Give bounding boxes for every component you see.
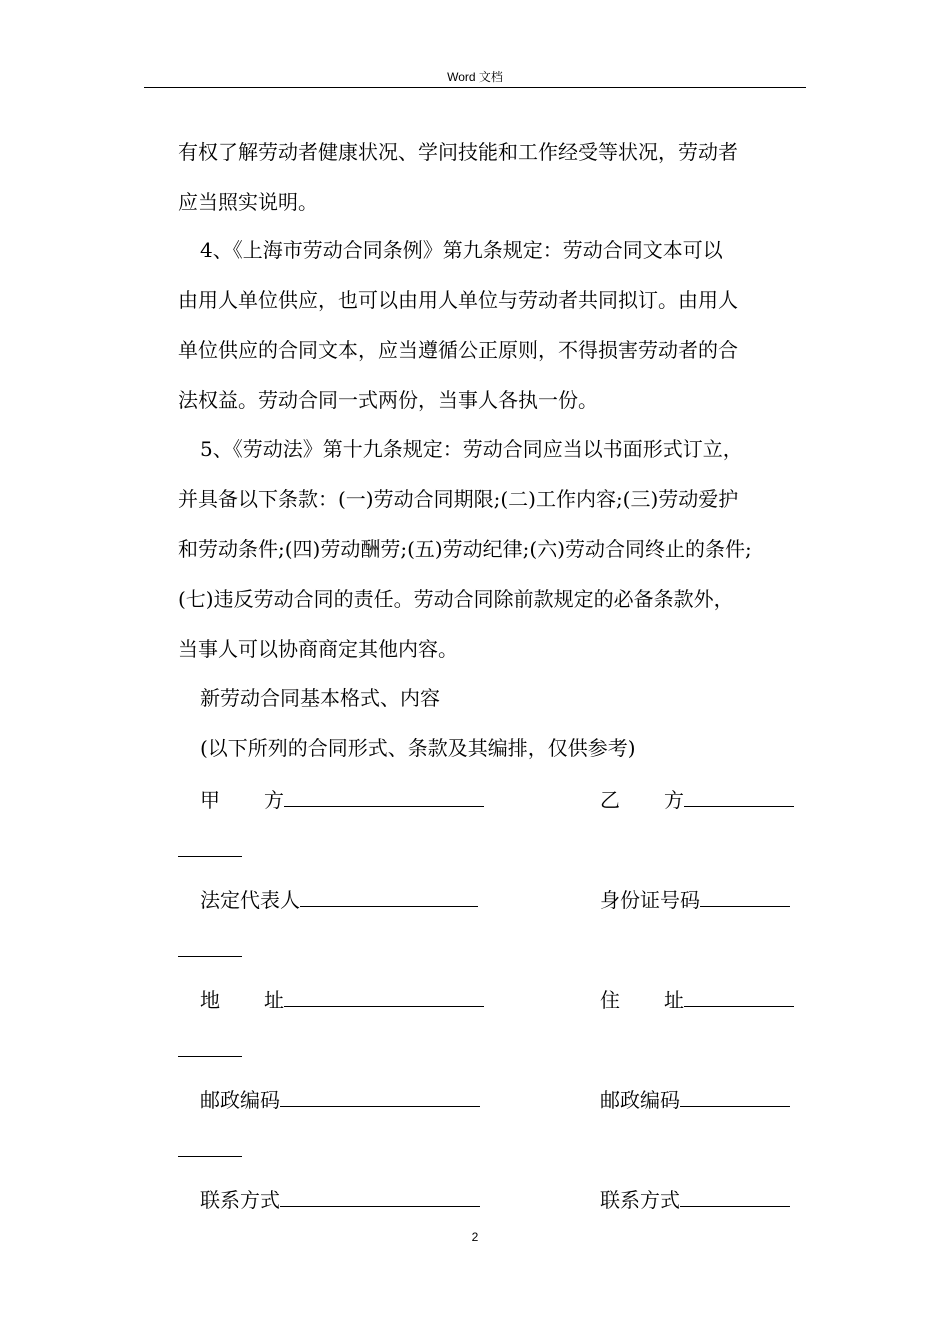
postcode-right-blank-continuation[interactable]	[178, 1156, 242, 1157]
body-line: 由用人单位供应，也可以由用人单位与劳动者共同拟订。由用人	[178, 288, 738, 312]
address-left-field[interactable]	[200, 986, 484, 1012]
body-line: 单位供应的合同文本，应当遵循公正原则，不得损害劳动者的合	[178, 338, 738, 362]
postcode-right-blank[interactable]	[680, 1086, 790, 1107]
address-left-char1: 地	[200, 988, 220, 1012]
party-a-label-char1: 甲	[200, 788, 220, 812]
address-left-char2: 址	[264, 988, 284, 1012]
address-right-blank[interactable]	[684, 986, 794, 1007]
address-right-char1: 住	[600, 988, 620, 1012]
body-line: (七)违反劳动合同的责任。劳动合同除前款规定的必备条款外，	[178, 587, 734, 611]
address-right-blank-continuation[interactable]	[178, 1056, 242, 1057]
body-line: 和劳动条件;(四)劳动酬劳;(五)劳动纪律;(六)劳动合同终止的条件;	[178, 537, 752, 561]
section-heading: 新劳动合同基本格式、内容	[200, 686, 440, 710]
contact-left-blank[interactable]	[280, 1186, 480, 1207]
party-a-label-char2: 方	[264, 788, 284, 812]
address-left-blank[interactable]	[284, 986, 484, 1007]
party-b-label-char1: 乙	[600, 788, 620, 812]
body-line: 法权益。劳动合同一式两份，当事人各执一份。	[178, 388, 598, 412]
postcode-left-blank[interactable]	[280, 1086, 480, 1107]
body-line: 应当照实说明。	[178, 190, 318, 214]
postcode-left-field[interactable]	[200, 1086, 480, 1112]
address-right-field[interactable]	[600, 986, 794, 1012]
party-b-blank-continuation[interactable]	[178, 856, 242, 857]
id-number-label: 身份证号码	[600, 888, 700, 912]
party-b-field[interactable]	[600, 786, 794, 812]
id-number-blank[interactable]	[700, 886, 790, 907]
party-b-label-char2: 方	[664, 788, 684, 812]
contact-left-field[interactable]	[200, 1186, 480, 1212]
contact-right-label: 联系方式	[600, 1188, 680, 1212]
body-line: 有权了解劳动者健康状况、学问技能和工作经受等状况，劳动者	[178, 140, 738, 164]
party-a-blank[interactable]	[284, 786, 484, 807]
body-line: 5、《劳动法》第十九条规定：劳动合同应当以书面形式订立，	[200, 437, 743, 461]
id-number-field[interactable]	[600, 886, 790, 912]
legal-rep-blank[interactable]	[300, 886, 478, 907]
contact-right-field[interactable]	[600, 1186, 790, 1212]
body-line: 并具备以下条款：(一)劳动合同期限;(二)工作内容;(三)劳动爱护	[178, 487, 739, 511]
page-number: 2	[471, 1230, 479, 1244]
body-line: (以下所列的合同形式、条款及其编排，仅供参考)	[200, 736, 636, 760]
header-divider	[144, 87, 806, 88]
postcode-right-field[interactable]	[600, 1086, 790, 1112]
contact-right-blank[interactable]	[680, 1186, 790, 1207]
postcode-right-label: 邮政编码	[600, 1088, 680, 1112]
legal-rep-label: 法定代表人	[200, 888, 300, 912]
id-number-blank-continuation[interactable]	[178, 956, 242, 957]
postcode-left-label: 邮政编码	[200, 1088, 280, 1112]
body-line: 4、《上海市劳动合同条例》第九条规定：劳动合同文本可以	[200, 238, 723, 262]
party-b-blank[interactable]	[684, 786, 794, 807]
address-right-char2: 址	[664, 988, 684, 1012]
page-header-title: Word 文档	[447, 70, 503, 84]
contact-left-label: 联系方式	[200, 1188, 280, 1212]
legal-rep-field[interactable]	[200, 886, 478, 912]
party-a-field[interactable]	[200, 786, 484, 812]
body-line: 当事人可以协商商定其他内容。	[178, 637, 458, 661]
